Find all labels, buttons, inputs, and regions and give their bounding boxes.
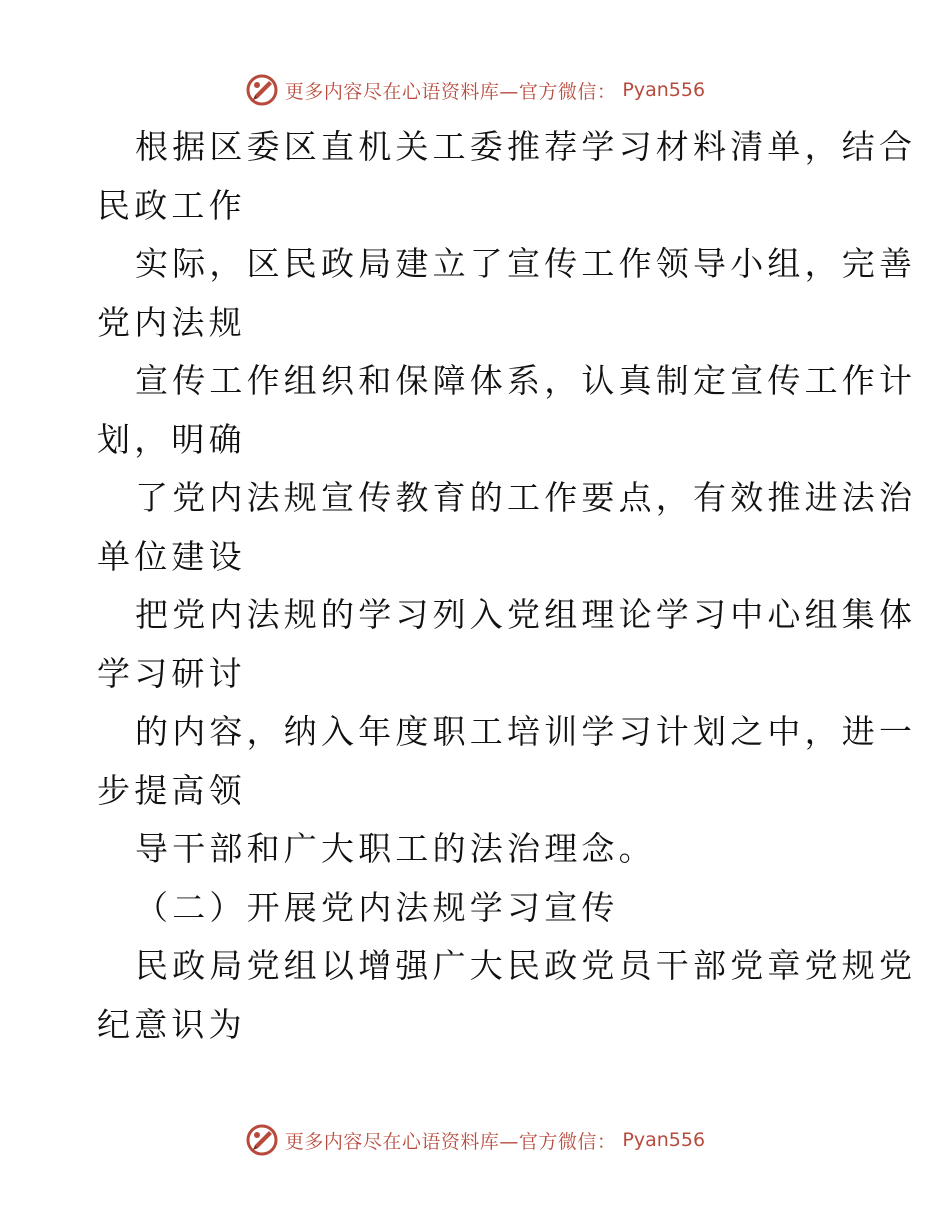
text-line: 民政工作 bbox=[97, 185, 246, 225]
text-line: 单位建设 bbox=[97, 536, 246, 576]
text-line: 根据区委区直机关工委推荐学习材料清单，结合 bbox=[135, 127, 917, 166]
section-heading: （二）开展党内法规学习宣传 bbox=[135, 887, 619, 927]
text-line: 了党内法规宣传教育的工作要点，有效推进法治 bbox=[135, 478, 917, 517]
footer-banner-text: 更多内容尽在心语资料库—官方微信： bbox=[284, 1130, 617, 1153]
text-line: 纪意识为 bbox=[97, 1004, 246, 1044]
footer-banner-id: Pyan556 bbox=[622, 1129, 706, 1151]
text-line: 把党内法规的学习列入党组理论学习中心组集体 bbox=[135, 595, 917, 634]
text-line: 划，明确 bbox=[97, 419, 246, 459]
text-line: 宣传工作组织和保障体系，认真制定宣传工作计 bbox=[135, 361, 917, 400]
footer-banner bbox=[0, 1120, 950, 1160]
text-line: 党内法规 bbox=[97, 302, 246, 342]
text-line: 的内容，纳入年度职工培训学习计划之中，进一 bbox=[135, 712, 917, 751]
text-line: 民政局党组以增强广大民政党员干部党章党规党 bbox=[135, 946, 917, 985]
header-banner-text: 更多内容尽在心语资料库—官方微信： bbox=[284, 80, 617, 103]
header-banner-id: Pyan556 bbox=[622, 79, 706, 101]
text-line: 学习研讨 bbox=[97, 653, 246, 693]
document-body bbox=[97, 118, 917, 1054]
brand-logo-icon bbox=[245, 1123, 279, 1157]
header-banner bbox=[0, 70, 950, 110]
text-line: 实际，区民政局建立了宣传工作领导小组，完善 bbox=[135, 244, 917, 283]
brand-logo-icon bbox=[245, 73, 279, 107]
text-line: 步提高领 bbox=[97, 770, 246, 810]
text-line: 导干部和广大职工的法治理念。 bbox=[135, 829, 656, 868]
